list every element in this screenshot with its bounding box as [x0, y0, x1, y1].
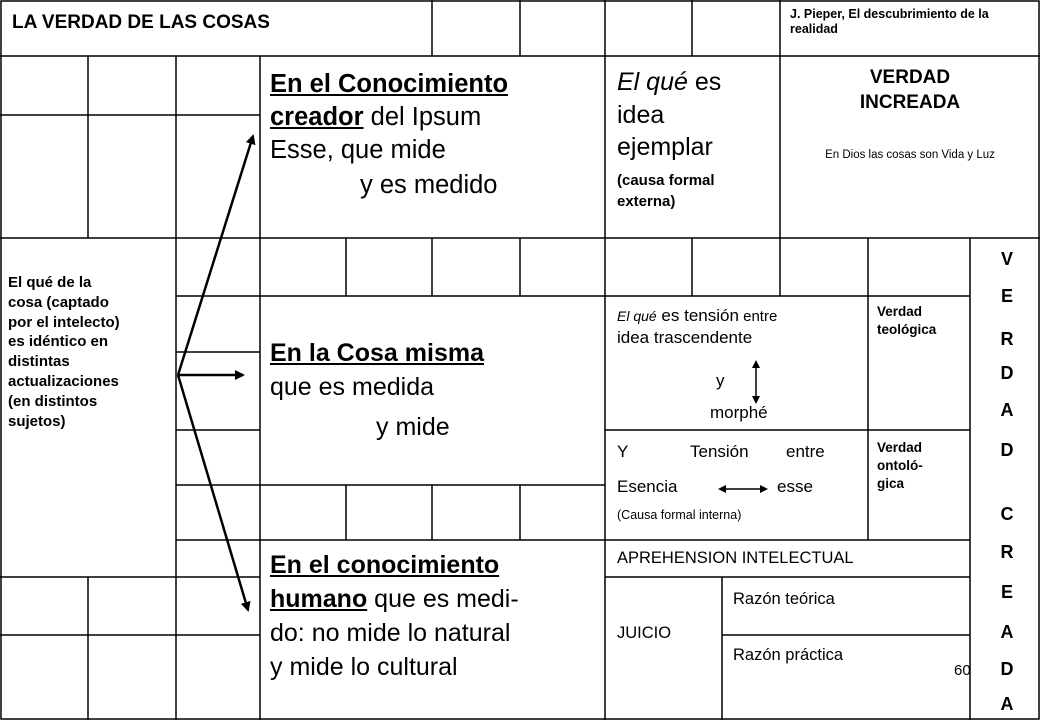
vertical-letter: A: [1000, 622, 1014, 642]
humano-block: En el conocimiento humano que es medi- do: no mide lo natural y mide lo cultural: [270, 551, 519, 681]
vertical-letter: E: [1000, 582, 1013, 602]
vertical-letter: D: [1000, 440, 1014, 460]
cosa-block: En la Cosa misma que es medida y mide: [270, 339, 484, 441]
tension1-y: y: [716, 371, 725, 390]
tension1-morphe: morphé: [710, 403, 768, 422]
aprehension-label: APREHENSION INTELECTUAL: [617, 549, 854, 567]
que-idea-block: El qué es idea ejemplar (causa formal externa): [617, 68, 722, 211]
verdad-increada-title: VERDAD INCREADA: [859, 67, 961, 113]
vertical-letter: A: [1000, 694, 1014, 714]
vertical-letter: D: [1000, 659, 1014, 679]
creator-line2: creador del Ipsum: [270, 103, 482, 132]
vertical-letter: C: [1000, 504, 1014, 524]
creator-line1: En el Conocimiento: [270, 70, 509, 98]
razon-teorica: Razón teórica: [733, 590, 835, 608]
tension2-causa: (Causa formal interna): [617, 508, 742, 522]
reference: J. Pieper, El descubrimiento de la realidad: [790, 7, 989, 36]
vertical-letter: V: [1000, 249, 1013, 269]
razon-practica: Razón práctica: [733, 646, 844, 664]
creator-line4: y es medido: [360, 171, 498, 200]
verdad-ontologica: Verdad ontoló- gica: [877, 440, 923, 492]
vertical-letter: D: [1000, 363, 1014, 383]
tension2-esse: esse: [777, 477, 813, 496]
arrow-to-humano: [178, 375, 248, 610]
vertical-letter: A: [1000, 400, 1014, 420]
juicio-label: JUICIO: [617, 624, 672, 642]
creator-block: [270, 68, 600, 203]
tension2-esencia: Esencia: [617, 477, 678, 496]
que-label: El qué: [617, 68, 688, 96]
tension2-entre: entre: [786, 442, 825, 461]
creator-line3: Esse, que mide: [270, 136, 446, 165]
vertical-letter: R: [1000, 329, 1014, 349]
vertical-letter: R: [1000, 542, 1014, 562]
verdad-increada-sub: En Dios las cosas son Vida y Luz: [825, 149, 995, 161]
vertical-letter: E: [1000, 286, 1013, 306]
page-number: 60: [954, 662, 971, 679]
verdad-teologica: Verdad teológica: [877, 304, 937, 338]
page-title: LA VERDAD DE LAS COSAS: [12, 12, 270, 33]
tension2-y: Y: [617, 442, 629, 461]
arrow-to-creator: [178, 136, 253, 375]
tension1-block: El qué es tensión entre idea trascendente: [617, 306, 778, 347]
left-note: El qué de la cosa (captado por el intelecto) es idéntico en distintas actualizaciones (en distintos sujetos): [8, 274, 120, 430]
tension2-tension: Tensión: [690, 442, 749, 461]
